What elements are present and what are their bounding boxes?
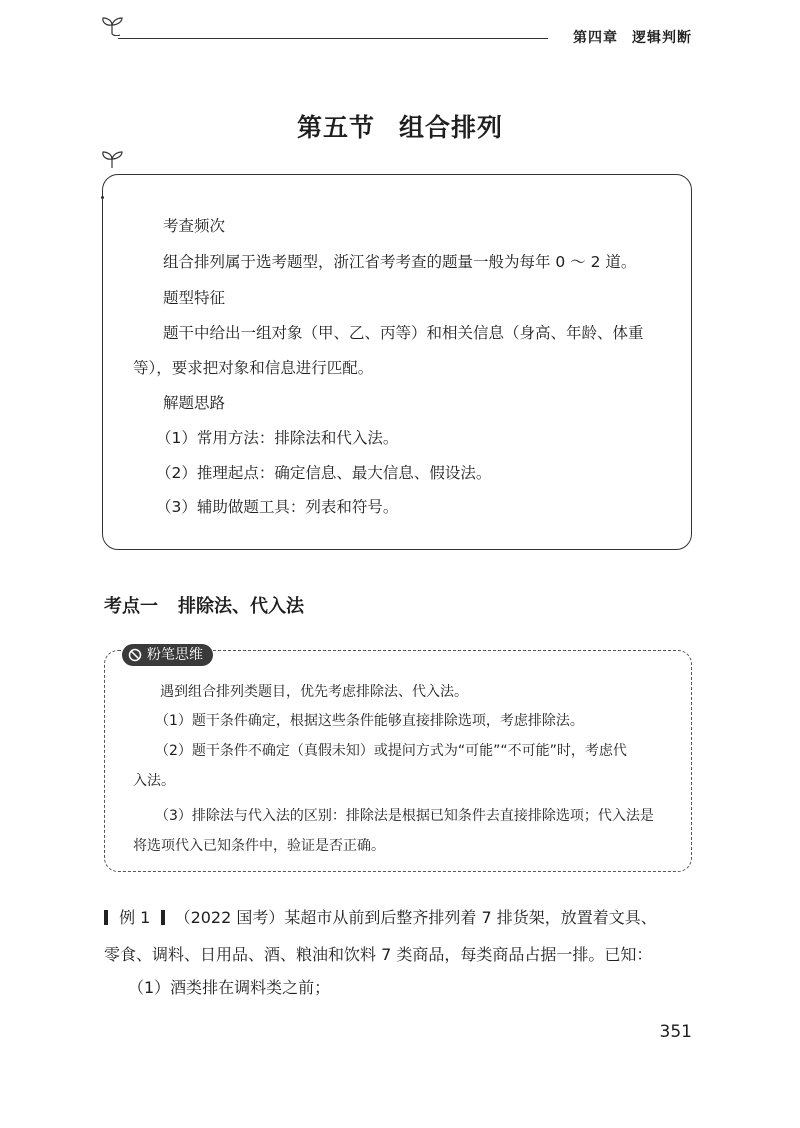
- sprout-icon: [100, 150, 126, 170]
- thinking-intro: 遇到组合排列类题目，优先考虑排除法、代入法。: [160, 684, 468, 700]
- thinking-tag: [122, 644, 213, 666]
- thinking-tag-label: 粉笔思维: [147, 647, 203, 663]
- thinking-item: 将选项代入已知条件中，验证是否正确。: [133, 838, 385, 854]
- example-line: 零食、调料、日用品、酒、粮油和饮料 7 类商品，每类商品占据一排。已知：: [104, 945, 653, 964]
- approach-item: （3）辅助做题工具：列表和符号。: [156, 498, 399, 516]
- section-title: [0, 108, 800, 144]
- thinking-item: 入法。: [133, 773, 175, 789]
- running-header: [573, 27, 692, 47]
- approach-item: （1）常用方法：排除法和代入法。: [156, 429, 399, 447]
- approach-heading: 解题思路: [163, 394, 226, 412]
- thinking-item: （1）题干条件确定，根据这些条件能够直接排除选项，考虑排除法。: [155, 713, 584, 729]
- kaodian-label: 考点一: [104, 596, 158, 617]
- section-number: 第五节: [296, 113, 375, 142]
- thinking-item: （2）题干条件不确定（真假未知）或提问方式为“可能”“不可能”时，考虑代: [155, 743, 627, 759]
- frequency-text: 组合排列属于选考题型，浙江省考考查的题量一般为每年 0 ～ 2 道。: [163, 253, 637, 271]
- section-name: 组合排列: [399, 113, 504, 142]
- thinking-item: （3）排除法与代入法的区别：排除法是根据已知条件去直接排除选项；代入法是: [155, 808, 654, 824]
- page-number: 351: [659, 1022, 692, 1042]
- features-heading: 题型特征: [163, 289, 226, 307]
- header-rule: [118, 38, 548, 39]
- example-label: 例 1: [119, 908, 151, 927]
- box-marker: [101, 196, 104, 199]
- chapter-number: 第四章: [573, 30, 618, 46]
- example-marker: [104, 910, 108, 925]
- features-line: 题干中给出一组对象（甲、乙、丙等）和相关信息（身高、年龄、体重: [163, 324, 644, 342]
- example-text: （2022 国考）某超市从前到后整齐排列着 7 排货架，放置着文具、: [174, 908, 657, 927]
- features-line: 等），要求把对象和信息进行匹配。: [133, 359, 374, 377]
- example-marker: [161, 910, 165, 925]
- kaodian-title: 排除法、代入法: [178, 596, 304, 617]
- approach-item: （2）推理起点：确定信息、最大信息、假设法。: [156, 464, 492, 482]
- kaodian-heading: [104, 592, 304, 618]
- sprout-icon: [100, 16, 126, 36]
- no-sign-icon: [128, 648, 142, 662]
- example-condition: （1）酒类排在调料类之前；: [128, 978, 331, 997]
- example-line: [104, 905, 657, 928]
- frequency-heading: 考查频次: [163, 217, 226, 235]
- chapter-title: 逻辑判断: [632, 30, 692, 46]
